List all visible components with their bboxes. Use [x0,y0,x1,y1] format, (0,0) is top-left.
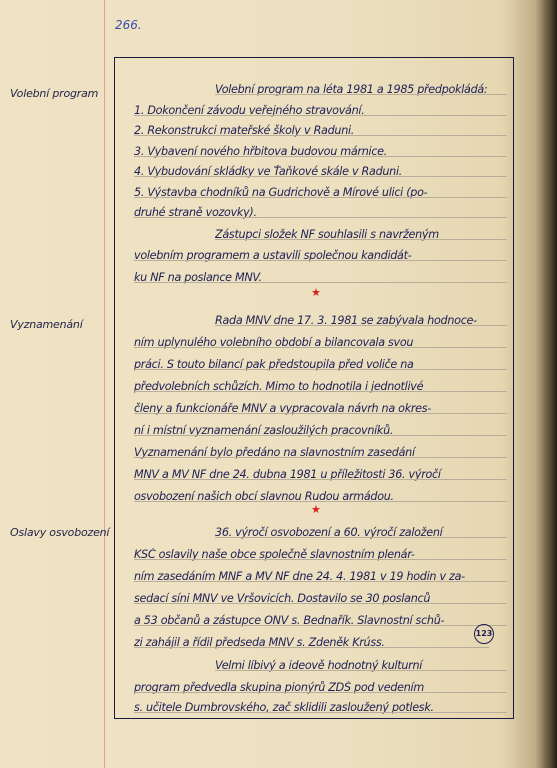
text-line: Vyznamenání bylo předáno na slavnostním zasedání [134,446,507,459]
margin-rule [104,0,105,768]
red-star-icon: ★ [311,286,321,299]
text-line: 2. Rekonstrukci mateřské školy v Raduni. [134,124,507,137]
margin-note-vyznamenani: Vyznamenání [10,318,83,331]
text-line: zi zahájil a řídil předseda MNV s. Zdeněk Krúss. [134,636,489,649]
text-line: ní i místní vyznamenání zasloužilých pracovníků. [134,424,507,437]
text-line: s. učitele Dumbrovského, zač sklidili zasloužený potlesk. [134,701,507,714]
text-line: volebním programem a ustavili společnou kandidát- [134,249,507,262]
text-line: předvolebních schůzích. Mimo to hodnotila i jednotlivé [134,380,507,393]
text-line: KSČ oslavily naše obce společně slavnostním plenár- [134,548,507,561]
text-line: členy a funkcionáře MNV a vypracovala návrh na okres- [134,402,507,415]
text-line: práci. S touto bilancí pak předstoupila před voliče na [134,358,507,371]
text-line: 36. výročí osvobození a 60. výročí založení [215,526,507,539]
text-line: ku NF na poslance MNV. [134,271,507,284]
text-line: druhé straně vozovky). [134,206,507,219]
page-number: 266. [115,18,142,32]
text-line: ním zasedáním MNF a MV NF dne 24. 4. 1981 v 19 hodin v za- [134,570,507,583]
text-line: 3. Vybavení nového hřbitova budovou márnice. [134,145,507,158]
binding-shadow [535,0,557,768]
text-line: 4. Vybudování skládky ve Ťaňkové skále v Raduni. [134,165,507,178]
text-line: sedací síni MNV ve Vršovicích. Dostavilo se 30 poslanců [134,592,507,605]
text-line: Rada MNV dne 17. 3. 1981 se zabývala hodnoce- [215,314,507,327]
text-line: program předvedla skupina pionýrů ZDŠ pod vedením [134,681,507,694]
margin-note-oslavy-osvobozeni: Oslavy osvobození [10,526,110,539]
text-line: Zástupci složek NF souhlasili s navrženým [215,228,507,241]
text-line: 5. Výstavba chodníků na Gudrichově a Mírové ulici (po- [134,186,507,199]
text-line: MNV a MV NF dne 24. dubna 1981 u příležitosti 36. výročí [134,468,507,481]
text-line: a 53 občanů a zástupce ONV s. Bednařík. Slavnostní schů- [134,614,507,627]
text-line: Velmi líbivý a ideově hodnotný kulturní [215,659,507,672]
margin-note-volebni-program: Volební program [10,87,99,100]
red-star-icon: ★ [311,503,321,516]
text-line: Volební program na léta 1981 a 1985 předpokládá: [215,83,507,96]
circled-number: 123 [474,624,494,644]
text-line: ním uplynulého volebního období a bilancovala svou [134,336,507,349]
text-line: 1. Dokončení závodu veřejného stravování. [134,104,507,117]
text-line: osvobození našich obcí slavnou Rudou armádou. [134,490,507,503]
